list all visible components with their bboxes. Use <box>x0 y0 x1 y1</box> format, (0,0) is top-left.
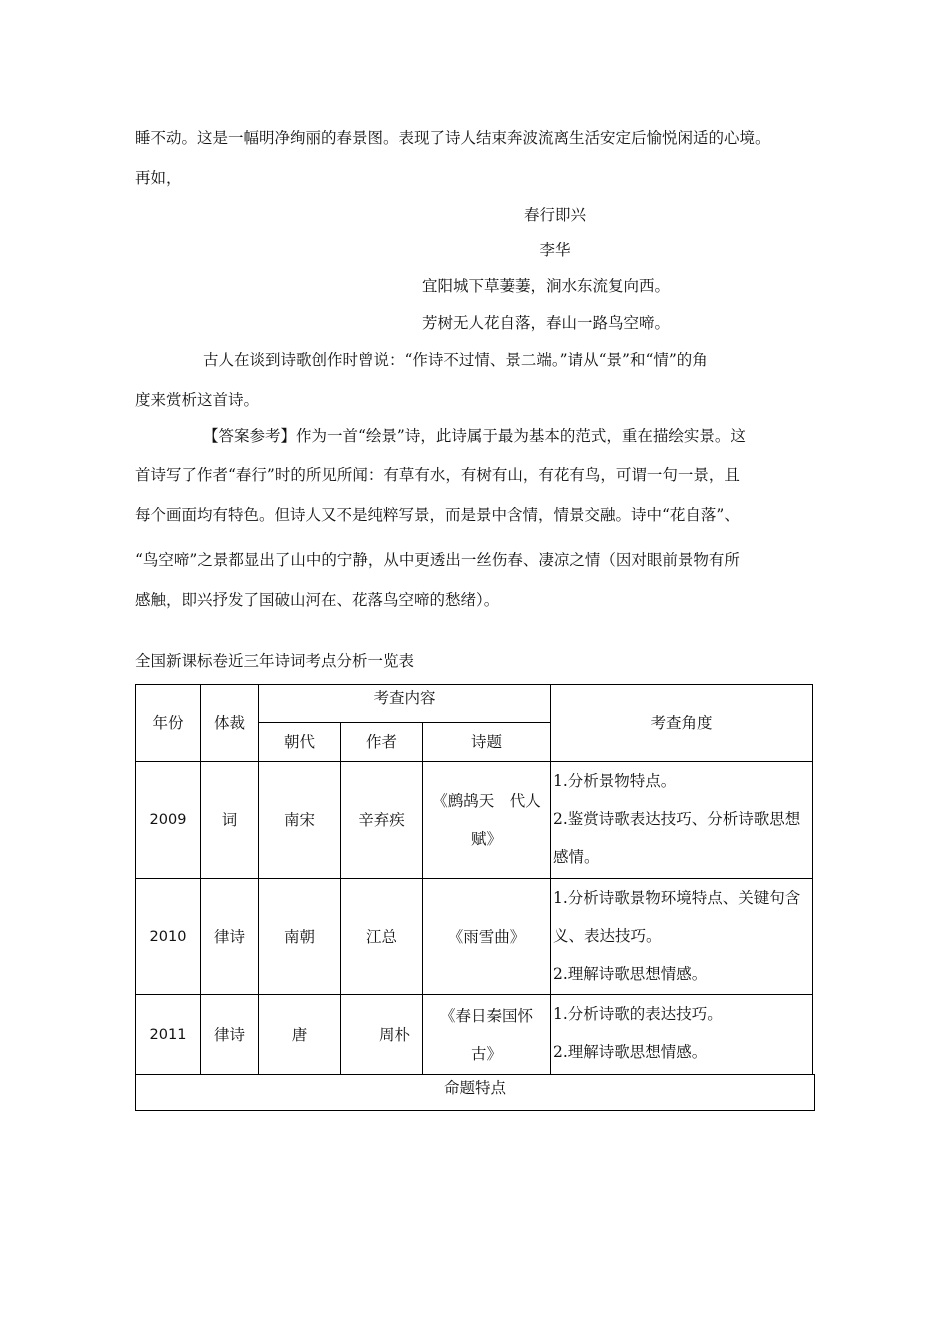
angle-item-2: 2.鉴赏诗歌表达技巧、分析诗歌思想感情。 <box>553 810 801 866</box>
poem-line-1: 宜阳城下草萋萋，涧水东流复向西。 <box>422 277 671 295</box>
cell-author: 江总 <box>341 879 423 995</box>
header-content: 考查内容 <box>259 685 551 723</box>
angle-item-2: 2.理解诗歌思想情感。 <box>553 1043 708 1061</box>
table-caption: 全国新课标卷近三年诗词考点分析一览表 <box>135 652 415 670</box>
cell-author: 辛弃疾 <box>341 762 423 879</box>
cell-author: 周朴 <box>341 995 423 1075</box>
poem-line-2: 芳树无人花自落，春山一路鸟空啼。 <box>422 314 671 332</box>
feature-label: 命题特点 <box>443 1079 506 1097</box>
cell-genre: 词 <box>201 762 259 879</box>
poem-title: 春行即兴 <box>523 206 586 224</box>
table-row <box>136 995 813 1075</box>
cell-poem <box>423 879 551 995</box>
answer-line-3: 每个画面均有特色。但诗人又不是纯粹写景，而是景中含情，情景交融。诗中“花自落”、 <box>135 506 740 524</box>
cell-year: 2011 <box>136 995 201 1075</box>
intro-line-2: 再如， <box>135 169 182 187</box>
table-header-row <box>136 685 813 723</box>
intro-line-1: 睡不动。这是一幅明净绚丽的春景图。表现了诗人结束奔波流离生活安定后愉悦闲适的心境。 <box>135 129 771 147</box>
cell-genre: 律诗 <box>201 879 259 995</box>
question-line-2: 度来赏析这首诗。 <box>135 391 260 409</box>
answer-line-4: “鸟空啼”之景都显出了山中的宁静，从中更透出一丝伤春、凄凉之情（因对眼前景物有所 <box>135 551 740 569</box>
angle-item-1: 1.分析诗歌的表达技巧。 <box>553 1005 723 1023</box>
cell-dynasty: 南宋 <box>259 762 341 879</box>
angle-item-1: 1.分析诗歌景物环境特点、关键句含义、表达技巧。 <box>553 889 801 945</box>
cell-dynasty: 南朝 <box>259 879 341 995</box>
poem-part-1: 《鹧鸪天 代人 <box>432 792 541 810</box>
answer-line-5: 感触，即兴抒发了国破山河在、花落鸟空啼的愁绪）。 <box>135 591 500 609</box>
cell-year: 2010 <box>136 879 201 995</box>
poem-part-2: 古》 <box>471 1044 503 1063</box>
answer-line-1: 【答案参考】作为一首“绘景”诗，此诗属于最为基本的范式，重在描绘实景。这 <box>203 427 746 445</box>
cell-angle <box>551 879 813 995</box>
header-genre: 体裁 <box>201 685 259 762</box>
feature-row <box>135 1074 815 1111</box>
cell-dynasty: 唐 <box>259 995 341 1075</box>
cell-angle <box>551 762 813 879</box>
table-row <box>136 879 813 995</box>
cell-angle <box>551 995 813 1075</box>
answer-line-2: 首诗写了作者“春行”时的所见所闻：有草有水，有树有山，有花有鸟，可谓一句一景，且 <box>135 466 740 484</box>
cell-poem <box>423 762 551 879</box>
angle-item-1: 1.分析景物特点。 <box>553 772 677 790</box>
header-poem: 诗题 <box>423 723 551 762</box>
exam-analysis-table <box>135 684 813 1075</box>
poem-part-1: 《雨雪曲》 <box>447 927 526 946</box>
header-angle: 考查角度 <box>551 685 813 762</box>
header-dynasty: 朝代 <box>259 723 341 762</box>
cell-poem <box>423 995 551 1075</box>
poem-part-2: 赋》 <box>471 830 503 848</box>
poem-part-1: 《春日秦国怀 <box>440 1006 534 1025</box>
question-line-1: 古人在谈到诗歌创作时曾说：“作诗不过情、景二端。”请从“景”和“情”的角 <box>203 351 708 369</box>
header-year: 年份 <box>136 685 201 762</box>
poem-author: 李华 <box>539 241 571 259</box>
cell-genre: 律诗 <box>201 995 259 1075</box>
cell-year: 2009 <box>136 762 201 879</box>
angle-item-2: 2.理解诗歌思想情感。 <box>553 965 708 983</box>
header-author: 作者 <box>341 723 423 762</box>
table-row <box>136 762 813 879</box>
